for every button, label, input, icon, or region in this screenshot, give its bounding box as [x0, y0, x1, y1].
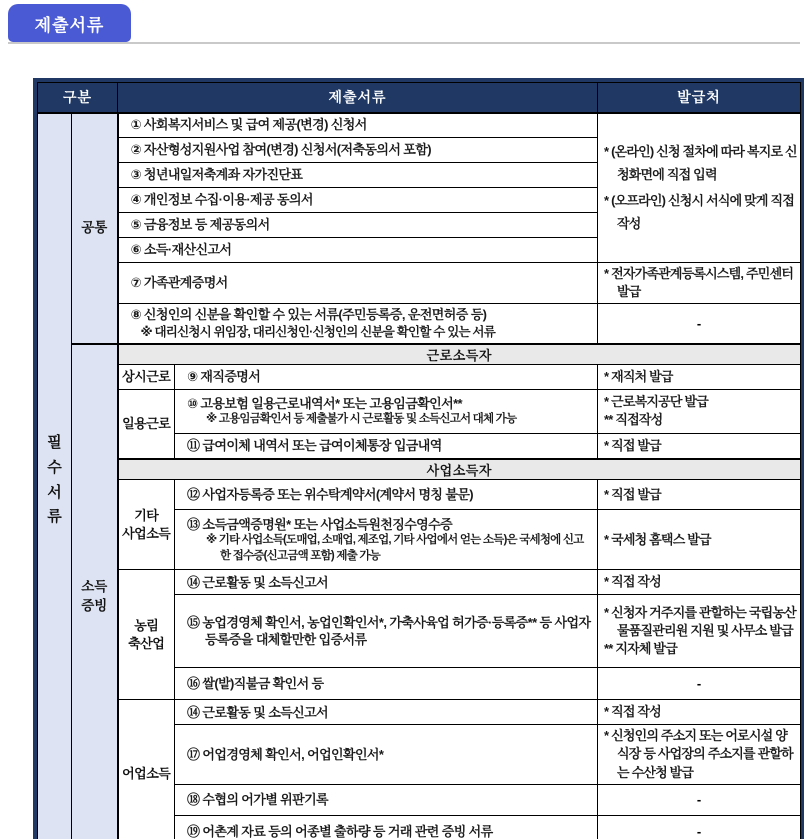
issuer-cell: * 신청인의 주소지 또는 어로시설 양식장 등 사업장의 주소지를 관할하는 수산청 발급 — [598, 725, 801, 785]
doc-cell: ⑱ 수협의 어가별 위판기록 — [175, 784, 598, 815]
col-header-issuer: 발급처 — [598, 83, 801, 113]
issuer-cell-dash: - — [598, 815, 801, 839]
issuer-cell: * 재직처 발급 — [598, 364, 801, 389]
submission-docs-badge: 제출서류 — [8, 4, 131, 42]
doc-cell: ④ 개인정보 수집·이용·제공 동의서 — [118, 188, 598, 213]
group-label-income-proof: 소득 증빙 — [72, 344, 118, 839]
doc-cell: ⑧ 신청인의 신분을 확인할 수 있는 서류(주민등록증, 운전면허증 등) ※ 대리신청시 위임장, 대리신청인·신청인의 신분을 확인할 수 있는 서류 — [118, 304, 598, 344]
doc-cell: ③ 청년내일저축계좌 자가진단표 — [118, 163, 598, 188]
doc-cell: ⑨ 재직증명서 — [175, 364, 598, 389]
group-label-common: 공통 — [72, 113, 118, 344]
issuer-cell: * 신청자 거주지를 관할하는 국립농산물품질관리원 지원 및 사무소 발급 ** 지자체 발급 — [598, 595, 801, 668]
issuer-cell: * 직접 작성 — [598, 570, 801, 595]
sub-label-regular-work: 상시근로 — [118, 364, 175, 389]
table-row — [38, 304, 801, 344]
doc-cell: ⑤ 금융정보 등 제공동의서 — [118, 213, 598, 238]
required-docs-table-wrap — [33, 78, 804, 839]
sub-label-agriculture: 농림 축산업 — [118, 570, 175, 700]
table-row — [38, 364, 801, 389]
doc-cell: ⑥ 소득·재산신고서 — [118, 238, 598, 263]
issuer-cell: * 전자가족관계등록시스템, 주민센터 발급 — [598, 263, 801, 304]
table-row — [38, 263, 801, 304]
issuer-cell-dash: - — [598, 668, 801, 700]
table-row — [38, 113, 801, 138]
issuer-cell: * 직접 발급 — [598, 433, 801, 459]
issuer-cell-dash: - — [598, 304, 801, 344]
col-header-category: 구분 — [38, 83, 118, 113]
doc-cell: ⑭ 근로활동 및 소득신고서 — [175, 570, 598, 595]
doc-cell: ⑮ 농업경영체 확인서, 농업인확인서*, 가축사육업 허가증·등록증** 등 사업자등록증을 대체할만한 입증서류 — [175, 595, 598, 668]
doc-cell: ⑦ 가족관계증명서 — [118, 263, 598, 304]
issuer-cell-common: * (온라인) 신청 절차에 따라 복지로 신청화면에 직접 입력 * (오프라인) 신청시 서식에 맞게 직접 작성 — [598, 113, 801, 263]
doc-cell: ② 자산형성지원사업 참여(변경) 신청서(저축동의서 포함) — [118, 138, 598, 163]
doc-cell: ⑪ 급여이체 내역서 또는 급여이체통장 입금내역 — [175, 433, 598, 459]
sub-label-other-business: 기타 사업소득 — [118, 480, 175, 570]
doc-cell: ⑯ 쌀(밭)직불금 확인서 등 — [175, 668, 598, 700]
table-row — [38, 700, 801, 725]
doc-cell: ⑩ 고용보험 일용근로내역서* 또는 고용임금확인서** ※ 고용임금확인서 등 제출불가 시 근로활동 및 소득신고서 대체 가능 — [175, 389, 598, 433]
table-row — [38, 480, 801, 510]
doc-cell: ① 사회복지서비스 및 급여 제공(변경) 신청서 — [118, 113, 598, 138]
doc-cell: ⑭ 근로활동 및 소득신고서 — [175, 700, 598, 725]
issuer-cell-dash: - — [598, 784, 801, 815]
issuer-cell: * 국세청 홈택스 발급 — [598, 510, 801, 570]
group-label-required-docs: 필 수 서 류 — [38, 113, 72, 839]
section-header-earned: 근로소득자 — [118, 344, 801, 365]
required-docs-table — [37, 82, 801, 839]
issuer-cell: * 직접 발급 — [598, 480, 801, 510]
table-header-row — [38, 83, 801, 113]
section-row-earned-income — [38, 344, 801, 365]
doc-cell: ⑫ 사업자등록증 또는 위수탁계약서(계약서 명칭 불문) — [175, 480, 598, 510]
section-row-business-income — [38, 459, 801, 480]
doc-cell: ⑰ 어업경영체 확인서, 어업인확인서* — [175, 725, 598, 785]
sub-label-fishery: 어업소득 — [118, 700, 175, 839]
sub-label-daily-work: 일용근로 — [118, 389, 175, 459]
doc-cell: ⑲ 어촌계 자료 등의 어종별 출하량 등 거래 관련 증빙 서류 — [175, 815, 598, 839]
table-row — [38, 570, 801, 595]
badge-underline — [8, 42, 800, 44]
issuer-cell: * 직접 작성 — [598, 700, 801, 725]
doc-cell: ⑬ 소득금액증명원* 또는 사업소득원천징수영수증 ※ 기타 사업소득(도매업, 소매업, 제조업, 기타 사업에서 얻는 소득)은 국세청에 신고한 접수증(신고금액 포함) 제출 가능 — [175, 510, 598, 570]
issuer-cell: * 근로복지공단 발급 ** 직접작성 — [598, 389, 801, 433]
section-header-business: 사업소득자 — [118, 459, 801, 480]
table-row — [38, 389, 801, 433]
col-header-documents: 제출서류 — [118, 83, 598, 113]
